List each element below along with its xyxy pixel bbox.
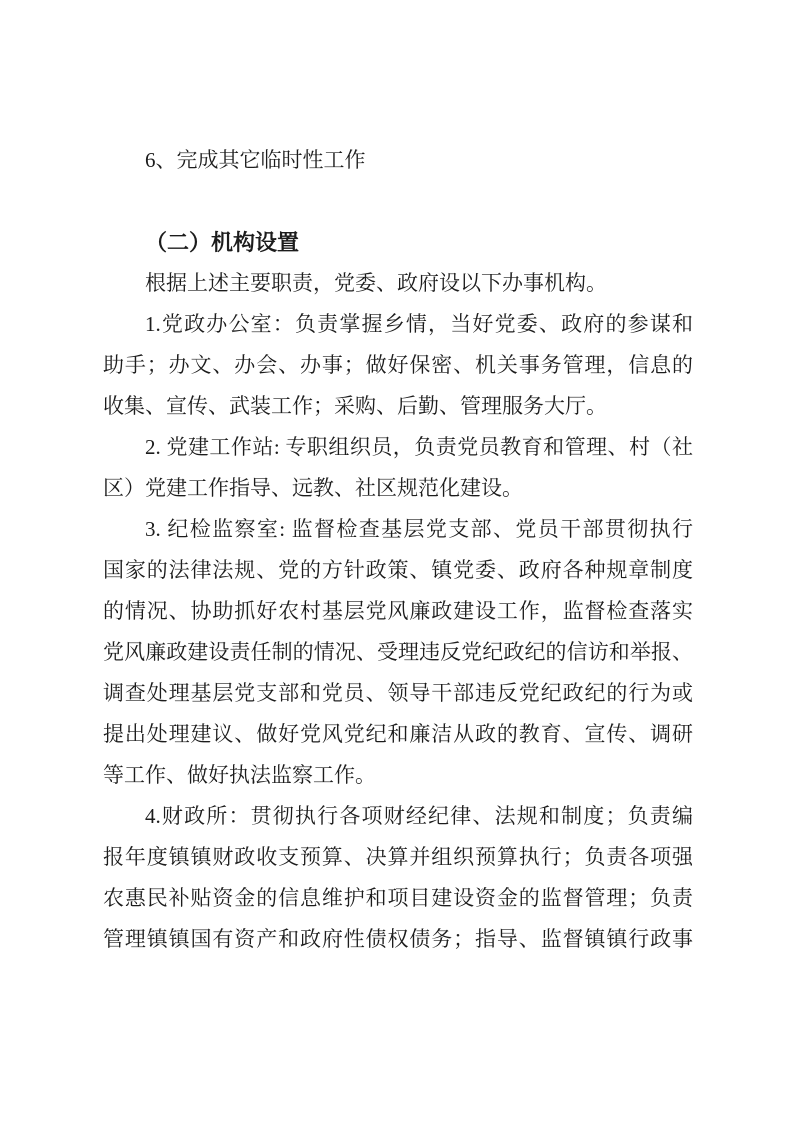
intro-paragraph-line: 根据上述主要职责，党委、政府设以下办事机构。 <box>145 271 607 295</box>
paragraph-3-line: 国家的法律法规、党的方针政策、镇党委、政府各种规章制度 <box>103 558 693 582</box>
paragraph-2-line: 区）党建工作指导、远教、社区规范化建设。 <box>103 476 523 500</box>
paragraph-4-line: 管理镇镇国有资产和政府性债权债务；指导、监督镇镇行政事 <box>103 927 693 951</box>
blank-line <box>103 181 693 222</box>
paragraph-3-line: 的情况、协助抓好农村基层党风廉政建设工作，监督检查落实 <box>103 599 693 623</box>
page-content <box>103 140 693 960</box>
paragraph-3-line: 党风廉政建设责任制的情况、受理违反党纪政纪的信访和举报、 <box>103 640 693 664</box>
paragraph-2-line: 2. 党建工作站: 专职组织员，负责党员教育和管理、村（社 <box>145 435 693 459</box>
paragraph-4-line: 4.财政所：贯彻执行各项财经纪律、法规和制度；负责编 <box>145 804 693 828</box>
paragraph-3-line: 提出处理建议、做好党风党纪和廉洁从政的教育、宣传、调研 <box>103 722 693 746</box>
list-item-line: 6、完成其它临时性工作 <box>145 148 366 172</box>
paragraph-4-line: 农惠民补贴资金的信息维护和项目建设资金的监督管理；负责 <box>103 886 693 910</box>
paragraph-3-line: 3. 纪检监察室: 监督检查基层党支部、党员干部贯彻执行 <box>145 517 693 541</box>
paragraph-3-line: 调查处理基层党支部和党员、领导干部违反党纪政纪的行为或 <box>103 681 693 705</box>
section-heading: （二）机构设置 <box>145 230 300 255</box>
paragraph-4-line: 报年度镇镇财政收支预算、决算并组织预算执行；负责各项强 <box>103 845 693 869</box>
paragraph-1-line: 助手；办文、办会、办事；做好保密、机关事务管理，信息的 <box>103 353 693 377</box>
paragraph-3-line: 等工作、做好执法监察工作。 <box>103 763 376 787</box>
paragraph-1-line: 1.党政办公室：负责掌握乡情，当好党委、政府的参谋和 <box>145 312 693 336</box>
paragraph-1-line: 收集、宣传、武装工作；采购、后勤、管理服务大厅。 <box>103 394 607 418</box>
